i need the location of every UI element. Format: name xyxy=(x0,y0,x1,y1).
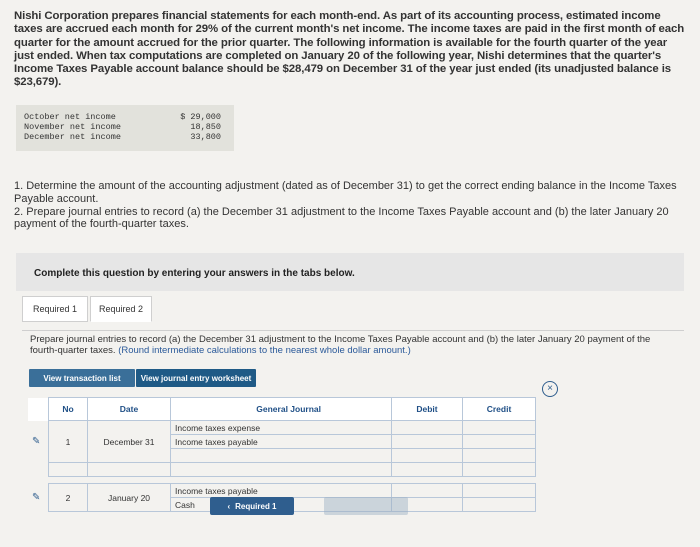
credit-cell[interactable] xyxy=(463,435,536,449)
prepare-instructions xyxy=(30,335,670,356)
table-row xyxy=(28,484,536,498)
income-amount: 33,800 xyxy=(190,132,221,142)
tab-required-1[interactable]: Required 1 xyxy=(22,296,88,322)
prepare-note: (Round intermediate calculations to the nearest whole dollar amount.) xyxy=(118,344,411,356)
header-date: Date xyxy=(88,398,171,421)
debit-cell[interactable] xyxy=(392,484,463,498)
credit-cell[interactable] xyxy=(463,449,536,463)
income-table xyxy=(16,105,234,151)
required-2-nav-button[interactable] xyxy=(324,497,408,515)
requirement-2: 2. Prepare journal entries to record (a) the December 31 adjustment to the Income Taxes Payable account and (b) the later January 20 payment of the fourth-quarter taxes. xyxy=(14,205,669,231)
entry-number: 1 xyxy=(49,421,88,463)
debit-cell[interactable] xyxy=(392,463,463,477)
account-cell[interactable] xyxy=(171,449,392,463)
entry-date: January 20 xyxy=(88,484,171,512)
debit-cell[interactable] xyxy=(392,449,463,463)
income-label: November net income xyxy=(24,122,121,132)
income-amount: $ 29,000 xyxy=(180,112,221,122)
header-general-journal: General Journal xyxy=(171,398,392,421)
requirements xyxy=(14,180,686,231)
account-cell[interactable] xyxy=(171,463,392,477)
header-debit: Debit xyxy=(392,398,463,421)
table-row xyxy=(28,463,536,477)
account-cell[interactable]: Cash xyxy=(171,498,392,512)
tab-content-border xyxy=(22,330,684,331)
view-transaction-list-button[interactable]: View transaction list xyxy=(29,369,135,387)
header-no: No xyxy=(49,398,88,421)
instruction-text: Complete this question by entering your answers in the tabs below. xyxy=(34,268,355,279)
credit-cell[interactable] xyxy=(463,484,536,498)
edit-pencil-icon[interactable]: ✎ xyxy=(32,436,41,447)
debit-cell[interactable] xyxy=(392,421,463,435)
tab-required-2[interactable]: Required 2 xyxy=(90,296,152,322)
header-credit: Credit xyxy=(463,398,536,421)
edit-pencil-icon[interactable]: ✎ xyxy=(32,492,41,503)
required-1-nav-button[interactable] xyxy=(210,497,294,515)
income-label: December net income xyxy=(24,132,121,142)
required-1-nav-label: Required 1 xyxy=(235,501,277,511)
income-label: October net income xyxy=(24,112,116,122)
account-cell[interactable]: Income taxes payable xyxy=(171,435,392,449)
problem-text: Nishi Corporation prepares financial statements for each month-end. As part of its accounting process, estimated income taxes are accrued each month for 29% of the current month's net income. The income taxes are paid in the first month of each quarter for the amount accrued for the prior quarter. The following information is available for the fourth quarter of the year just ended. When tax computations are completed on January 20 of the following year, Nishi determines that the quarter's Income Taxes Payable account balance should be $28,479 on December 31 of the year just ended (its unadjusted balance is $23,679). xyxy=(14,10,685,89)
credit-cell[interactable] xyxy=(463,498,536,512)
account-cell[interactable]: Income taxes payable xyxy=(171,484,392,498)
credit-cell[interactable] xyxy=(463,421,536,435)
credit-cell[interactable] xyxy=(463,463,536,477)
entry-date: December 31 xyxy=(88,421,171,463)
requirement-1: 1. Determine the amount of the accounting adjustment (dated as of December 31) to get the correct ending balance in the Income Taxes Payable account. xyxy=(14,180,677,205)
view-journal-worksheet-button[interactable]: View journal entry worksheet xyxy=(136,369,256,387)
account-cell[interactable]: Income taxes expense xyxy=(171,421,392,435)
debit-cell[interactable] xyxy=(392,435,463,449)
chevron-left-icon: ‹ xyxy=(227,501,231,511)
table-row xyxy=(28,421,536,435)
income-amount: 18,850 xyxy=(190,122,221,132)
close-icon[interactable]: × xyxy=(542,381,558,397)
prepare-text: Prepare journal entries to record (a) the December 31 adjustment to the Income Taxes Payable account and (b) the later January 20 payment of the fourth-quarter taxes. xyxy=(30,334,651,356)
general-journal-table xyxy=(28,397,536,512)
entry-number: 2 xyxy=(49,484,88,512)
